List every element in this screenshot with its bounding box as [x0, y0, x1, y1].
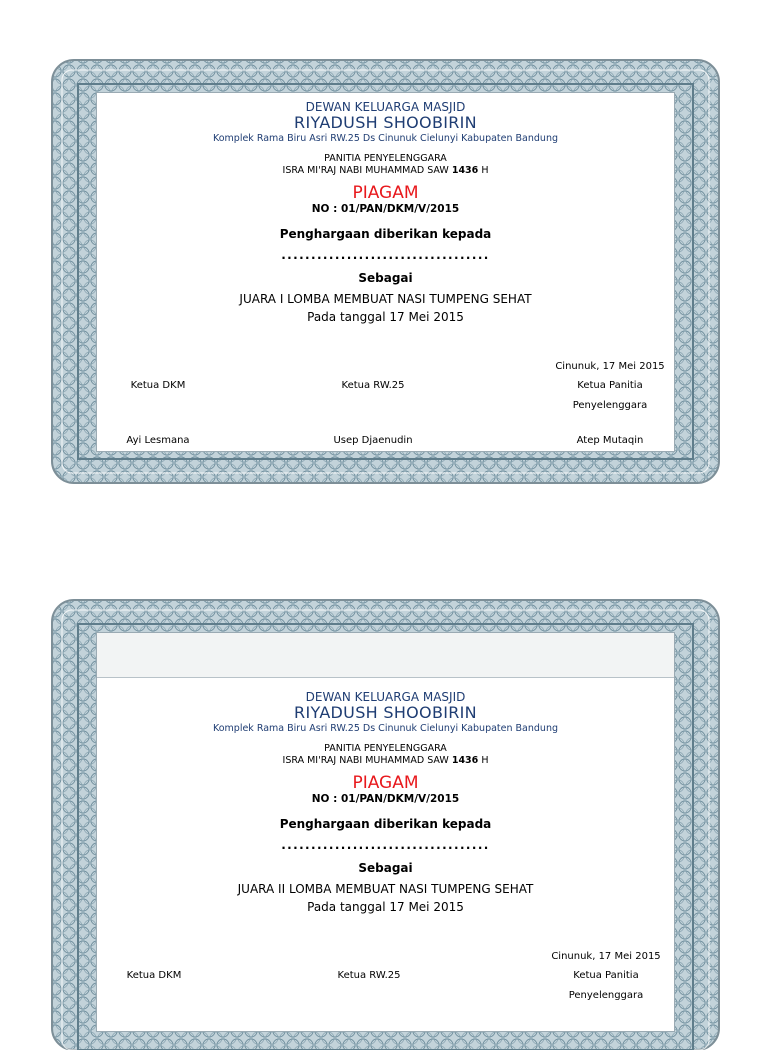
certificate-number: NO : 01/PAN/DKM/V/2015	[311, 793, 460, 805]
recipient-blank: ...................................	[281, 248, 490, 262]
signer-1-role: Ketua DKM	[126, 970, 182, 981]
award-title: JUARA I LOMBA MEMBUAT NASI TUMPENG SEHAT	[239, 292, 532, 306]
event-prefix: ISRA MI'RAJ NABI MUHAMMAD SAW	[282, 755, 449, 766]
event-line	[48, 755, 723, 767]
committee-label: PANITIA PENYELENGGARA	[324, 153, 447, 164]
place-date: Cinunuk, 17 Mei 2015	[555, 361, 665, 372]
as-label: Sebagai	[358, 861, 413, 875]
event-year: 1436	[451, 165, 479, 176]
signer-3-role-2: Penyelenggara	[572, 400, 648, 411]
signer-1-role: Ketua DKM	[130, 380, 186, 391]
signer-3-name: Atep Mutaqin	[576, 435, 644, 446]
place-date: Cinunuk, 17 Mei 2015	[551, 951, 661, 962]
mosque-name: RIYADUSH SHOOBIRIN	[294, 703, 477, 722]
address: Komplek Rama Biru Asri RW.25 Ds Cinunuk Cielunyi Kabupaten Bandung	[212, 133, 559, 144]
date-line: Pada tanggal 17 Mei 2015	[307, 310, 464, 324]
committee-label: PANITIA PENYELENGGARA	[324, 743, 447, 754]
event-prefix: ISRA MI'RAJ NABI MUHAMMAD SAW	[282, 165, 449, 176]
mosque-name: RIYADUSH SHOOBIRIN	[294, 113, 477, 132]
certificate-1	[48, 50, 723, 493]
date-line: Pada tanggal 17 Mei 2015	[307, 900, 464, 914]
event-year: 1436	[451, 755, 479, 766]
signer-3-role-2: Penyelenggara	[568, 990, 644, 1001]
org-label: DEWAN KELUARGA MASJID	[305, 100, 466, 114]
signer-3-role-1: Ketua Panitia	[573, 970, 639, 981]
event-line	[48, 165, 723, 177]
address: Komplek Rama Biru Asri RW.25 Ds Cinunuk Cielunyi Kabupaten Bandung	[212, 723, 559, 734]
signer-2-role: Ketua RW.25	[341, 380, 405, 391]
certificate-heading: PIAGAM	[352, 773, 419, 793]
signer-2-name: Usep Djaenudin	[333, 435, 413, 446]
certificate-2	[48, 590, 723, 1024]
signer-2-role: Ketua RW.25	[337, 970, 401, 981]
award-text: Penghargaan diberikan kepada	[279, 227, 492, 241]
event-suffix: H	[481, 165, 489, 176]
as-label: Sebagai	[358, 271, 413, 285]
org-label: DEWAN KELUARGA MASJID	[305, 690, 466, 704]
certificate-number: NO : 01/PAN/DKM/V/2015	[311, 203, 460, 215]
signer-3-role-1: Ketua Panitia	[577, 380, 643, 391]
event-suffix: H	[481, 755, 489, 766]
header-band	[97, 633, 674, 678]
certificate-heading: PIAGAM	[352, 183, 419, 203]
recipient-blank: ...................................	[281, 838, 490, 852]
signer-1-name: Ayi Lesmana	[126, 435, 190, 446]
award-title: JUARA II LOMBA MEMBUAT NASI TUMPENG SEHAT	[237, 882, 534, 896]
award-text: Penghargaan diberikan kepada	[279, 817, 492, 831]
